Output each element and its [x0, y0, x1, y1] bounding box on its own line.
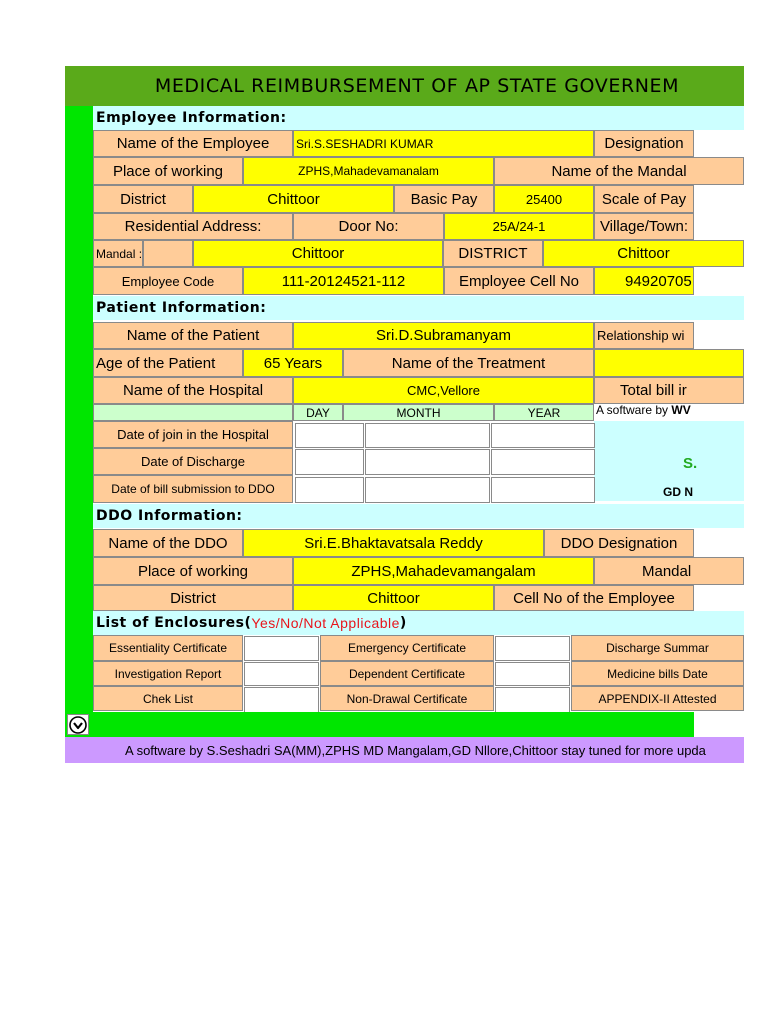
- essentiality-certificate-input[interactable]: [244, 636, 319, 661]
- district-field[interactable]: Chittoor: [193, 185, 394, 213]
- mandal-name-label: Name of the Mandal: [494, 157, 744, 185]
- village-town-label: Village/Town:: [594, 213, 694, 240]
- district-label: District: [93, 185, 193, 213]
- employee-section-title: Employee Information:: [93, 106, 744, 130]
- residential-address-label: Residential Address:: [93, 213, 293, 240]
- patient-name-label: Name of the Patient: [93, 322, 293, 349]
- essentiality-certificate-label: Essentiality Certificate: [93, 635, 243, 661]
- employee-code-label: Employee Code: [93, 267, 243, 295]
- patient-section-title: Patient Information:: [93, 296, 744, 320]
- enclosures-title-suffix: ): [399, 615, 407, 631]
- patient-age-field[interactable]: 65 Years: [243, 349, 343, 377]
- medicine-bills-label: Medicine bills Date: [571, 661, 744, 686]
- dependent-certificate-input[interactable]: [495, 662, 570, 686]
- patient-name-field[interactable]: Sri.D.Subramanyam: [293, 322, 594, 349]
- discharge-summary-label: Discharge Summar: [571, 635, 744, 661]
- employee-cell-field[interactable]: 94920705: [594, 267, 694, 295]
- footer-text: A software by S.Seshadri SA(MM),ZPHS MD Mangalam,GD Nllore,Chittoor stay tuned for more upda: [125, 742, 706, 758]
- discharge-month-input[interactable]: [365, 449, 490, 475]
- relationship-label: Relationship wi: [594, 322, 694, 349]
- mandal-label: Mandal :: [93, 240, 143, 267]
- ddo-place-field[interactable]: ZPHS,Mahadevamangalam: [293, 557, 594, 585]
- treatment-label: Name of the Treatment: [343, 349, 594, 377]
- discharge-year-input[interactable]: [491, 449, 595, 475]
- ddo-cell-label: Cell No of the Employee: [494, 585, 694, 611]
- district-upper-field[interactable]: Chittoor: [543, 240, 744, 267]
- ddo-mandal-label: Mandal: [594, 557, 744, 585]
- credit-panel-small-text: GD N: [663, 485, 693, 499]
- treatment-field[interactable]: [594, 349, 744, 377]
- employee-name-field[interactable]: Sri.S.SESHADRI KUMAR: [293, 130, 594, 157]
- designation-label: Designation: [594, 130, 694, 157]
- emergency-certificate-input[interactable]: [495, 636, 570, 661]
- credit-panel-green-text: S.: [683, 455, 698, 472]
- door-no-label: Door No:: [293, 213, 444, 240]
- software-credit-text: A software by: [596, 403, 672, 417]
- chevron-down-circle-icon: [69, 716, 87, 734]
- submission-month-input[interactable]: [365, 477, 490, 503]
- bottom-green-strip: [65, 712, 694, 737]
- place-of-working-field[interactable]: ZPHS,Mahadevamanalam: [243, 157, 494, 185]
- hospital-label: Name of the Hospital: [93, 377, 293, 404]
- ddo-section-title: DDO Information:: [93, 504, 744, 528]
- dependent-certificate-label: Dependent Certificate: [320, 661, 494, 686]
- employee-cell-label: Employee Cell No: [444, 267, 594, 295]
- ddo-district-label: District: [93, 585, 293, 611]
- patient-age-label: Age of the Patient: [93, 349, 243, 377]
- total-bill-label: Total bill ir: [594, 377, 744, 404]
- discharge-day-input[interactable]: [295, 449, 364, 475]
- join-day-input[interactable]: [295, 423, 364, 448]
- emergency-certificate-label: Emergency Certificate: [320, 635, 494, 661]
- ddo-name-field[interactable]: Sri.E.Bhaktavatsala Reddy: [243, 529, 544, 557]
- mandal-spacer-cell: [143, 240, 193, 267]
- join-year-input[interactable]: [491, 423, 595, 448]
- left-side-bar: [65, 106, 93, 737]
- scroll-down-button[interactable]: [67, 714, 89, 735]
- place-of-working-label: Place of working: [93, 157, 243, 185]
- scale-of-pay-label: Scale of Pay: [594, 185, 694, 213]
- ddo-place-label: Place of working: [93, 557, 293, 585]
- district-upper-label: DISTRICT: [443, 240, 543, 267]
- enclosures-title-prefix: List of Enclosures(: [96, 615, 252, 631]
- investigation-report-input[interactable]: [244, 662, 319, 686]
- bill-submission-date-label: Date of bill submission to DDO: [93, 475, 293, 503]
- non-drawal-certificate-label: Non-Drawal Certificate: [320, 686, 494, 711]
- basic-pay-field[interactable]: 25400: [494, 185, 594, 213]
- mandal-field[interactable]: Chittoor: [193, 240, 443, 267]
- submission-year-input[interactable]: [491, 477, 595, 503]
- year-column-header: YEAR: [494, 404, 594, 421]
- enclosures-title-options: Yes/No/Not Applicable: [251, 615, 400, 631]
- hospital-field[interactable]: CMC,Vellore: [293, 377, 594, 404]
- door-no-field[interactable]: 25A/24-1: [444, 213, 594, 240]
- check-list-input[interactable]: [244, 687, 319, 713]
- investigation-report-label: Investigation Report: [93, 661, 243, 686]
- join-date-label: Date of join in the Hospital: [93, 421, 293, 448]
- discharge-date-label: Date of Discharge: [93, 448, 293, 475]
- join-month-input[interactable]: [365, 423, 490, 448]
- page-title: MEDICAL REIMBURSEMENT OF AP STATE GOVERNEM: [154, 75, 680, 97]
- ddo-name-label: Name of the DDO: [93, 529, 243, 557]
- enclosures-section-title: [93, 611, 744, 635]
- ddo-designation-label: DDO Designation: [544, 529, 694, 557]
- non-drawal-certificate-input[interactable]: [495, 687, 570, 713]
- check-list-label: Chek List: [93, 686, 243, 711]
- employee-name-label: Name of the Employee: [93, 130, 293, 157]
- appendix-ii-label: APPENDIX-II Attested: [571, 686, 744, 711]
- submission-day-input[interactable]: [295, 477, 364, 503]
- day-column-header: DAY: [293, 404, 343, 421]
- software-credit-bold: WV: [671, 403, 691, 417]
- employee-code-field[interactable]: 111-20124521-112: [243, 267, 444, 295]
- date-header-spacer: [93, 404, 293, 421]
- basic-pay-label: Basic Pay: [394, 185, 494, 213]
- software-credit-note: [596, 403, 744, 420]
- month-column-header: MONTH: [343, 404, 494, 421]
- ddo-district-field[interactable]: Chittoor: [293, 585, 494, 611]
